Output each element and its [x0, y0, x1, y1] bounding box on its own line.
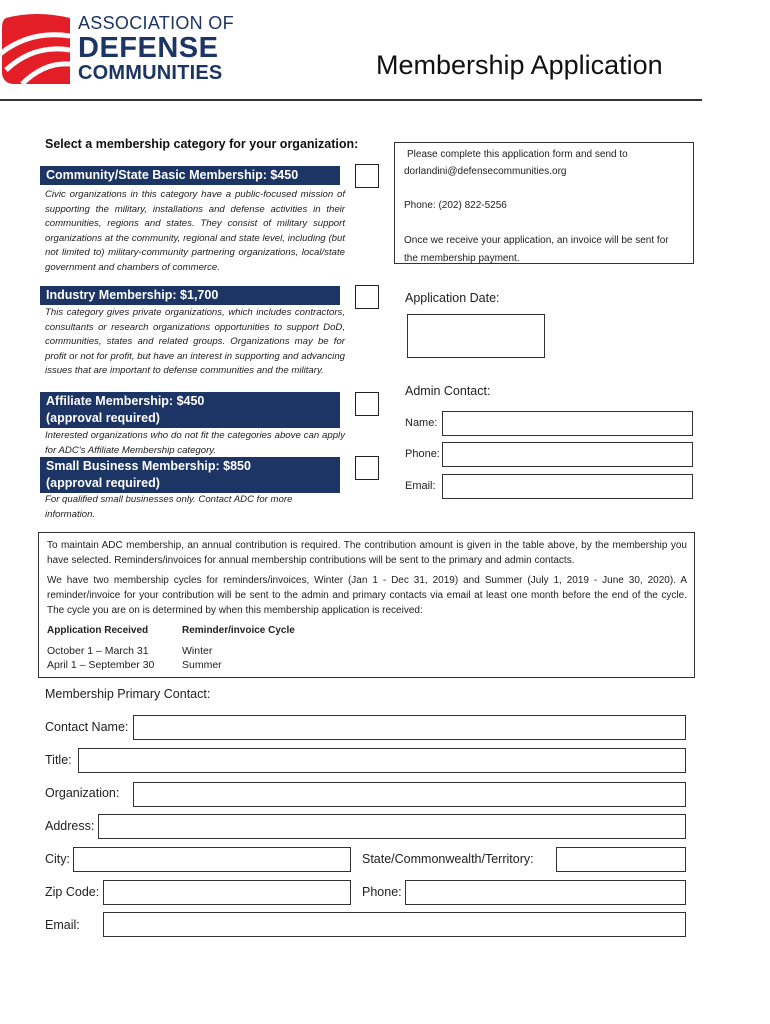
- admin-email-field[interactable]: [442, 474, 693, 499]
- adc-logo-mark: [0, 10, 72, 85]
- logo-line3: COMMUNITIES: [78, 62, 223, 84]
- info-line5: the membership payment.: [404, 253, 520, 264]
- category-small-business-description: For qualified small businesses only. Contact ADC for more information.: [45, 494, 293, 520]
- application-date-field[interactable]: [407, 314, 545, 358]
- category-small-business-checkbox[interactable]: [355, 456, 379, 480]
- notice-paragraph-2: We have two membership cycles for reminders/invoices, Winter (Jan 1 - Dec 31, 2019) and Summer (July 1, 2019 - June 30, 2020). A reminder/invoice for your contribution will be sent to the admin and primary contacts via email at least one month before the end of the cycle. The cycle you are on is determined by when this membership application is received:: [47, 575, 687, 616]
- category-industry-checkbox[interactable]: [355, 285, 379, 309]
- info-line4: Once we receive your application, an invoice will be sent for: [404, 235, 669, 246]
- address-field[interactable]: [98, 814, 686, 839]
- info-email: dorlandini@defensecommunities.org: [404, 166, 567, 177]
- admin-name-label: Name:: [405, 417, 438, 429]
- submission-info-box: [394, 142, 694, 264]
- category-industry-heading: Industry Membership: $1,700: [40, 286, 340, 305]
- cycle-table-row2-received: April 1 – September 30: [47, 659, 155, 671]
- category-small-business-heading: [40, 457, 340, 493]
- info-phone: Phone: (202) 822-5256: [404, 200, 507, 211]
- header-divider: [0, 99, 702, 101]
- category-affiliate-checkbox[interactable]: [355, 392, 379, 416]
- admin-phone-label: Phone:: [405, 448, 440, 460]
- contact-name-label: Contact Name:: [45, 720, 129, 734]
- cycle-table-col2-header: Reminder/invoice Cycle: [182, 625, 295, 636]
- cycle-table-col1-header: Application Received: [47, 625, 149, 636]
- contact-name-field[interactable]: [133, 715, 686, 740]
- admin-phone-field[interactable]: [442, 442, 693, 467]
- primary-contact-heading: Membership Primary Contact:: [45, 687, 211, 701]
- organization-field[interactable]: [133, 782, 686, 807]
- admin-contact-heading: Admin Contact:: [405, 384, 491, 398]
- logo-line1: ASSOCIATION OF: [78, 13, 234, 33]
- phone-field[interactable]: [405, 880, 686, 905]
- organization-label: Organization:: [45, 786, 120, 800]
- state-label: State/Commonwealth/Territory:: [362, 852, 534, 866]
- email-label: Email:: [45, 918, 80, 932]
- address-label: Address:: [45, 819, 95, 833]
- application-date-label: Application Date:: [405, 291, 500, 305]
- info-line1: Please complete this application form and send to: [407, 149, 628, 160]
- state-field[interactable]: [556, 847, 686, 872]
- city-field[interactable]: [73, 847, 351, 872]
- category-community-checkbox[interactable]: [355, 164, 379, 188]
- notice-paragraph-1: To maintain ADC membership, an annual contribution is required. The contribution amount is given in the table above, by the membership you have selected. Reminders/invoices for annual membership contributions will be sent to the primary and admin contacts.: [47, 540, 687, 566]
- city-label: City:: [45, 852, 70, 866]
- category-small-business-heading-line1: Small Business Membership: $850: [46, 459, 251, 473]
- phone-label: Phone:: [362, 885, 402, 899]
- page-title: Membership Application: [376, 50, 663, 80]
- admin-name-field[interactable]: [442, 411, 693, 436]
- category-community-heading: Community/State Basic Membership: $450: [40, 166, 340, 185]
- category-industry-description: This category gives private organizations, which includes contractors, consultants or research organizations opportunities to support DoD, communities, states and related groups. Organizations may be for profit or not for profit, but have an interest in supporting and advancing issues that are important to defense communities and the military.: [45, 307, 345, 376]
- category-small-business-heading-line2: (approval required): [46, 476, 160, 490]
- cycle-table-row1-received: October 1 – March 31: [47, 645, 149, 657]
- select-prompt: Select a membership category for your organization:: [45, 137, 359, 151]
- category-affiliate-description: Interested organizations who do not fit the categories above can apply for ADC's Affiliate Membership category.: [45, 430, 345, 456]
- contribution-notice-box: [38, 532, 695, 678]
- admin-email-label: Email:: [405, 480, 436, 492]
- category-affiliate-heading-line2: (approval required): [46, 411, 160, 425]
- cycle-table-row1-cycle: Winter: [182, 645, 213, 657]
- category-affiliate-heading-line1: Affiliate Membership: $450: [46, 394, 205, 408]
- zip-code-label: Zip Code:: [45, 885, 100, 899]
- zip-code-field[interactable]: [103, 880, 351, 905]
- cycle-table-row2-cycle: Summer: [182, 659, 222, 671]
- title-label: Title:: [45, 753, 72, 767]
- category-affiliate-heading: [40, 392, 340, 428]
- email-field[interactable]: [103, 912, 686, 937]
- logo-line2: DEFENSE: [78, 32, 219, 64]
- category-community-description: Civic organizations in this category have a public-focused mission of supporting the military, installations and defense activities in their communities, regions and states. They consist of military support organizations at the community, regional and state level, including (but not limited to) military-community partnering organizations, local/state government and chambers of commerce.: [45, 189, 345, 273]
- title-field[interactable]: [78, 748, 686, 773]
